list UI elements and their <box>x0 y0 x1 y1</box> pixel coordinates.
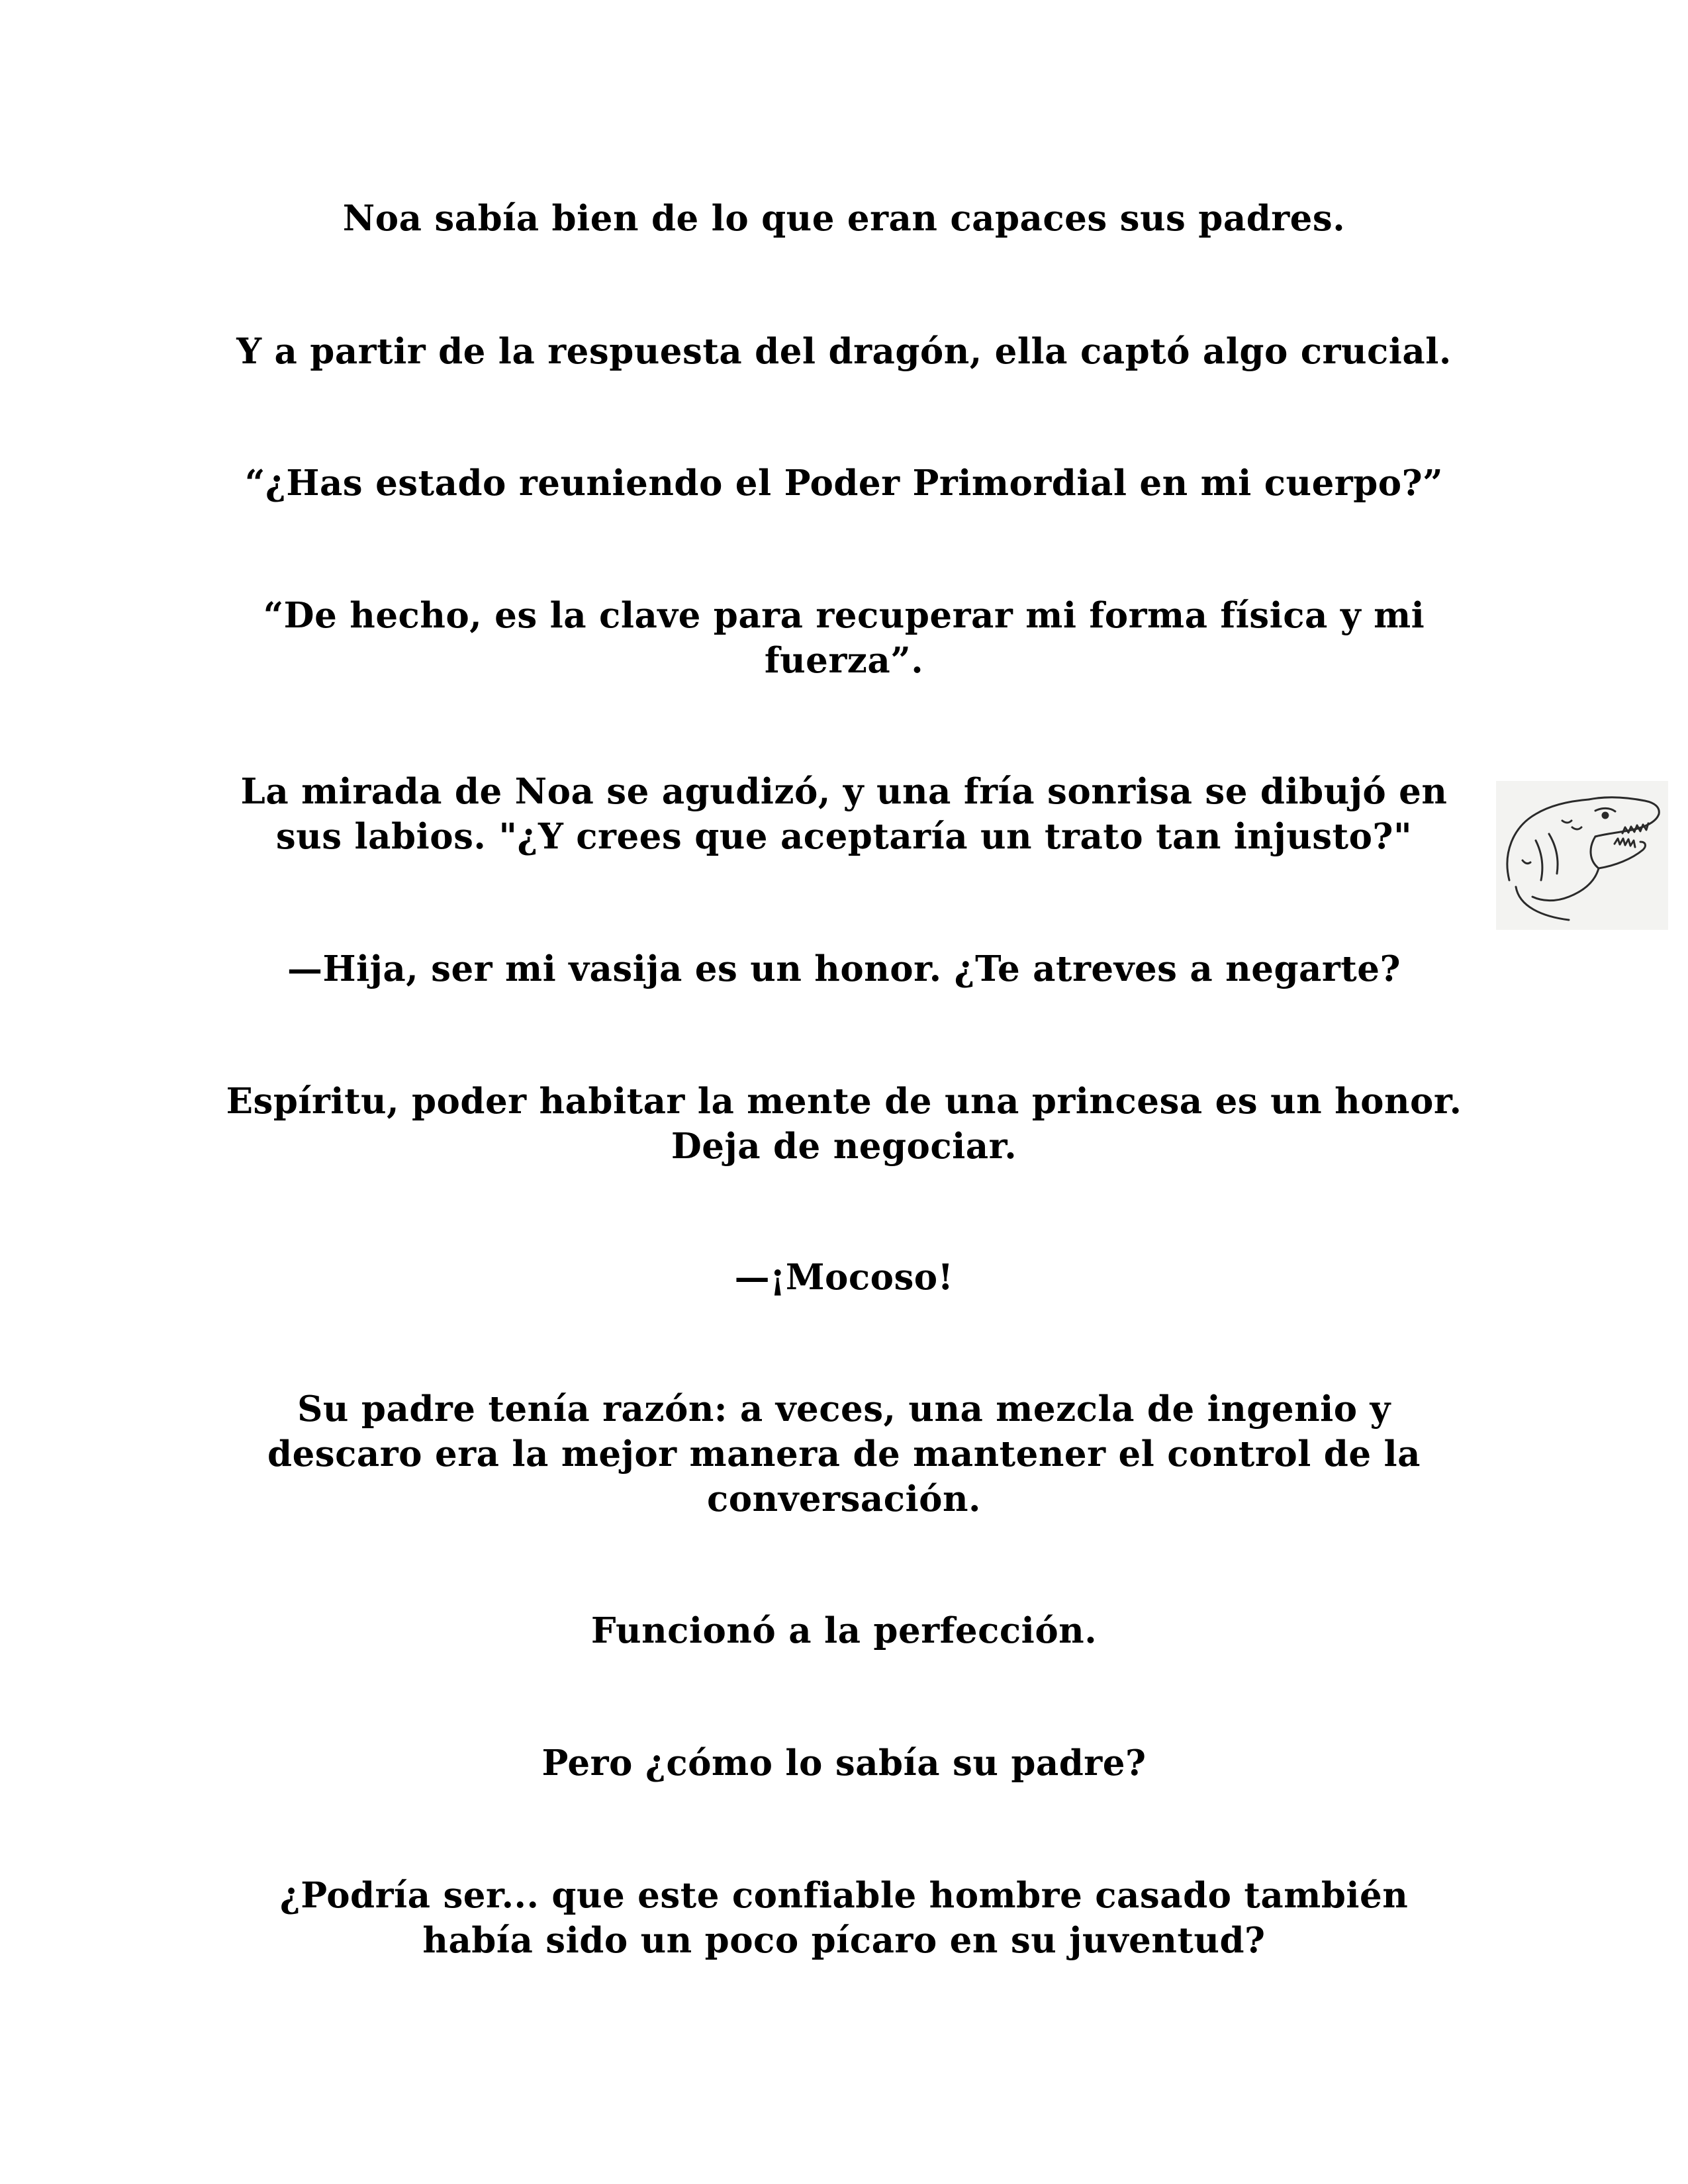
paragraph-9: Su padre tenía razón: a veces, una mezcla de ingenio y descaro era la mejor manera de mantener el control de la conversación. <box>267 1388 1421 1520</box>
paragraph-5: La mirada de Noa se agudizó, y una fría sonrisa se dibujó en sus labios. "¿Y crees que aceptaría un trato tan injusto?" <box>240 771 1448 857</box>
paragraph-8: —¡Mocoso! <box>734 1257 954 1298</box>
paragraph-11: Pero ¿cómo lo sabía su padre? <box>541 1743 1147 1784</box>
paragraph-3: “¿Has estado reuniendo el Poder Primordial en mi cuerpo?” <box>244 463 1444 504</box>
paragraph-7: Espíritu, poder habitar la mente de una princesa es un honor. Deja de negociar. <box>226 1081 1462 1167</box>
paragraph-10: Funcionó a la perfección. <box>590 1610 1098 1651</box>
dragon-head-sketch-icon <box>1496 781 1668 930</box>
paragraph-2: Y a partir de la respuesta del dragón, ella captó algo crucial. <box>236 331 1452 372</box>
paragraph-12: ¿Podría ser... que este confiable hombre casado también había sido un poco pícaro en su juventud? <box>279 1875 1409 1961</box>
paragraph-6: —Hija, ser mi vasija es un honor. ¿Te atreves a negarte? <box>287 948 1401 989</box>
paragraph-4: “De hecho, es la clave para recuperar mi forma física y mi fuerza”. <box>263 595 1425 681</box>
paragraph-1: Noa sabía bien de lo que eran capaces sus padres. <box>342 198 1346 239</box>
